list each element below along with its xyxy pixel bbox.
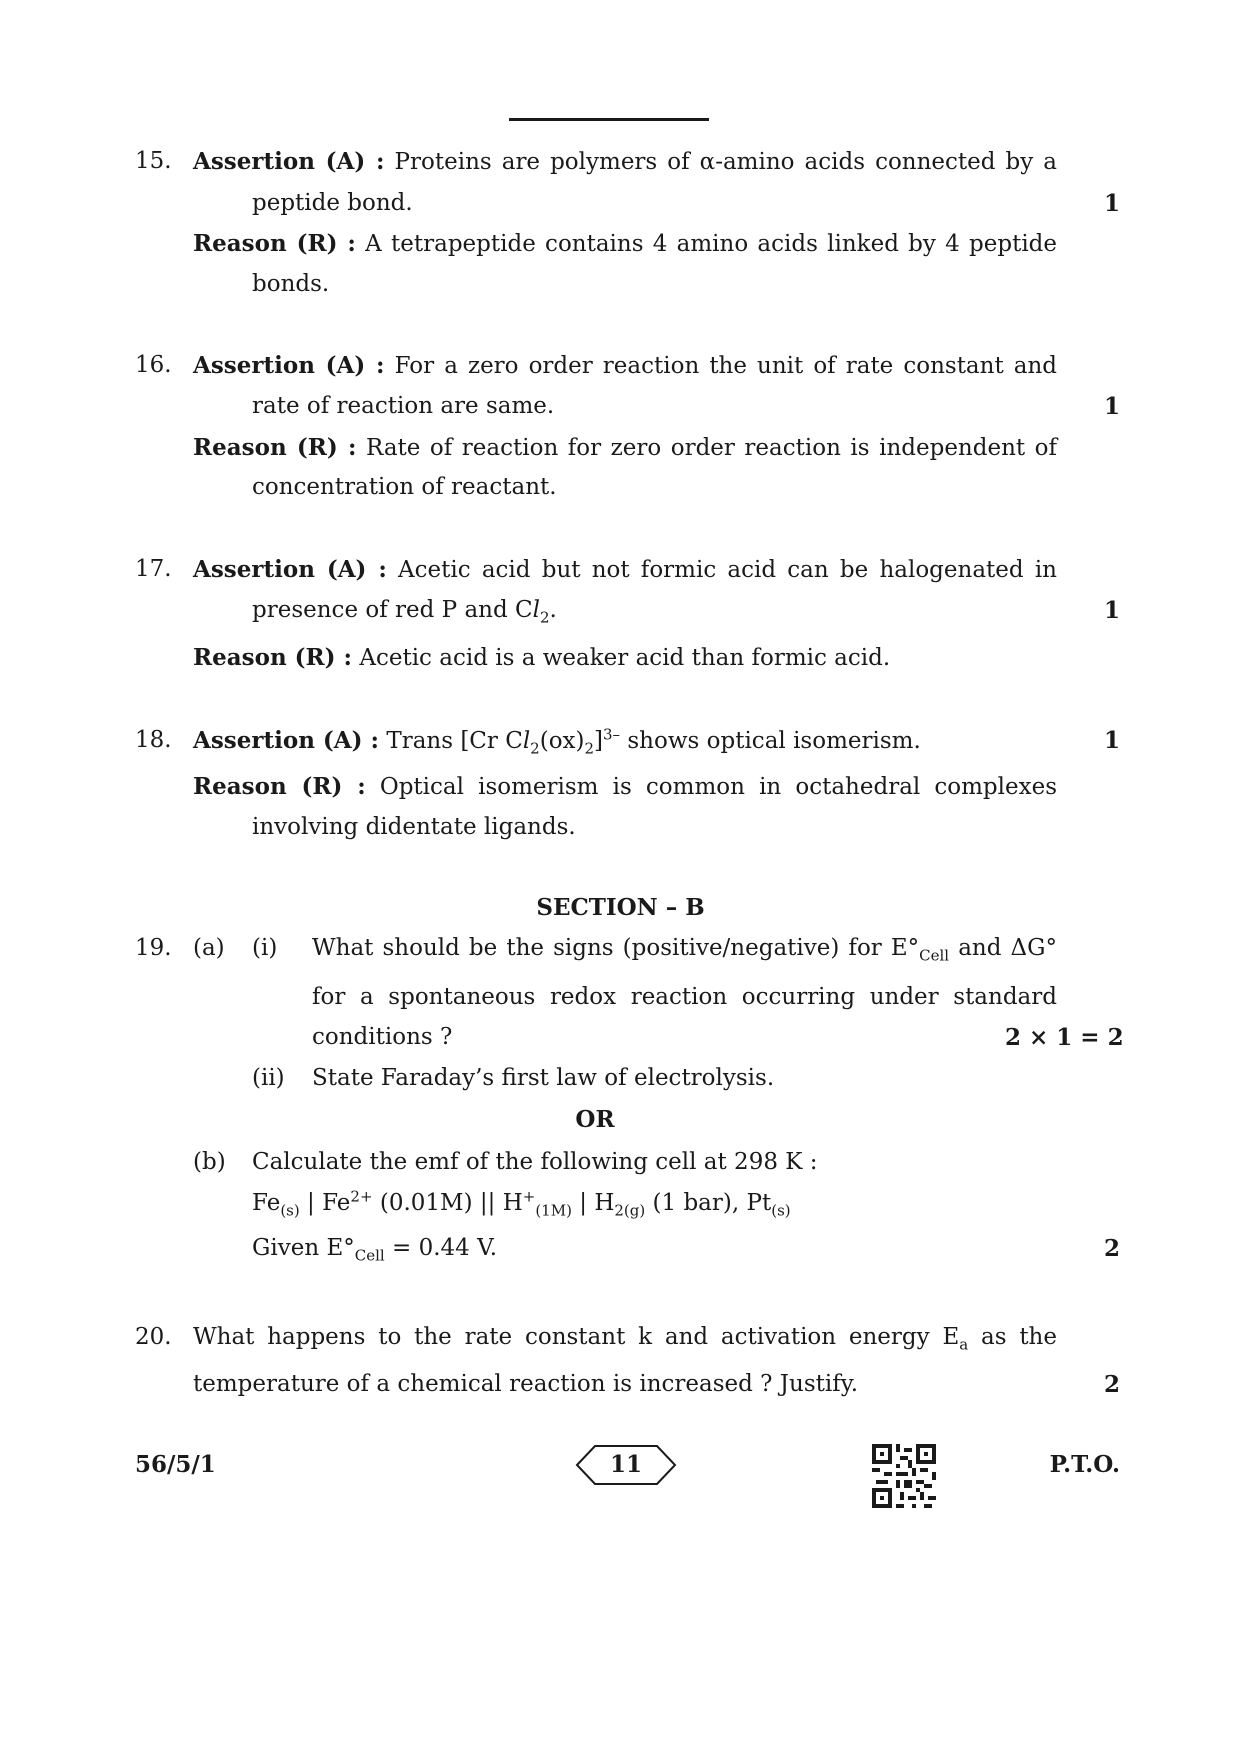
or-divider: OR xyxy=(575,1106,615,1133)
question-number: 17. xyxy=(135,556,172,582)
marks-a: 2 × 1 = 2 xyxy=(1005,1024,1124,1051)
given-line: Given $E^\circ_{Cell} = 0.44$ V. xyxy=(252,1235,498,1265)
assertion-line-2: peptide bond. xyxy=(252,190,413,216)
assertion-line-2: rate of reaction are same. xyxy=(252,393,555,419)
question-number: 20. xyxy=(135,1324,172,1350)
reason-line: Reason (R) : Rate of reaction for zero order reaction is independent of xyxy=(193,434,1058,461)
marks: 2 xyxy=(1103,1371,1120,1398)
subpart-i-line-2: for a spontaneous redox reaction occurring under standard xyxy=(312,984,1057,1010)
marks: 1 xyxy=(1103,393,1120,420)
top-rule xyxy=(509,118,709,121)
reason-line-2: concentration of reactant. xyxy=(252,474,557,500)
page-number: 11 xyxy=(609,1451,642,1478)
question-line: What happens to the rate constant k and activation energy $E_a$ as the xyxy=(193,1324,1057,1354)
subpart-i-line-3: conditions ? xyxy=(312,1024,453,1050)
part-b-line: Calculate the emf of the following cell at 298 K : xyxy=(252,1149,818,1175)
assertion-line: Assertion (A) : Acetic acid but not formic acid can be halogenated in xyxy=(193,556,1057,583)
reason-line: Reason (R) : Optical isomerism is common in octahedral complexes xyxy=(193,773,1058,800)
reason-line-2: bonds. xyxy=(252,271,330,297)
please-turn-over: P.T.O. xyxy=(1049,1451,1120,1478)
marks: 1 xyxy=(1103,190,1120,217)
question-number: 18. xyxy=(135,727,172,753)
page-number-badge xyxy=(575,1444,677,1486)
paper-code: 56/5/1 xyxy=(135,1451,216,1478)
subpart-ii-text: State Faraday’s first law of electrolysis. xyxy=(312,1065,775,1091)
subpart-ii-label: (ii) xyxy=(252,1065,285,1091)
assertion-line: Assertion (A) : Trans [Cr $Cl_2(ox)_2]^{3-}$ shows optical isomerism. xyxy=(193,725,921,758)
assertion-line-2: presence of red P and $Cl_2$. xyxy=(252,597,557,627)
part-a-label: (a) xyxy=(193,935,225,961)
question-number: 16. xyxy=(135,352,172,378)
part-b-label: (b) xyxy=(193,1149,226,1175)
marks: 1 xyxy=(1103,597,1120,624)
qr-code-icon xyxy=(872,1444,936,1508)
question-line-2: temperature of a chemical reaction is increased ? Justify. xyxy=(193,1371,859,1397)
reason-line-2: involving didentate ligands. xyxy=(252,814,576,840)
assertion-line: Assertion (A) : For a zero order reaction the unit of rate constant and xyxy=(193,352,1058,379)
assertion-line: Assertion (A) : Proteins are polymers of α-amino acids connected by a xyxy=(193,148,1057,175)
reason-line: Reason (R) : A tetrapeptide contains 4 amino acids linked by 4 peptide xyxy=(193,230,1058,257)
subpart-i-label: (i) xyxy=(252,935,278,961)
cell-notation: $Fe_{(s)}$ | $Fe^{2+}$ (0.01M) || $H^+_{(1M)}$ | $H_{2(g)}$ (1 bar), $Pt_{(s)}$ xyxy=(252,1187,791,1220)
reason-line: Reason (R) : Acetic acid is a weaker acid than formic acid. xyxy=(193,644,891,671)
marks: 1 xyxy=(1103,727,1120,754)
subpart-i-line: What should be the signs (positive/negative) for $E^\circ_{Cell}$ and ΔG° xyxy=(312,935,1057,965)
section-heading: SECTION – B xyxy=(536,894,705,921)
question-number: 19. xyxy=(135,935,172,961)
marks-b: 2 xyxy=(1103,1235,1120,1262)
question-number: 15. xyxy=(135,148,172,174)
